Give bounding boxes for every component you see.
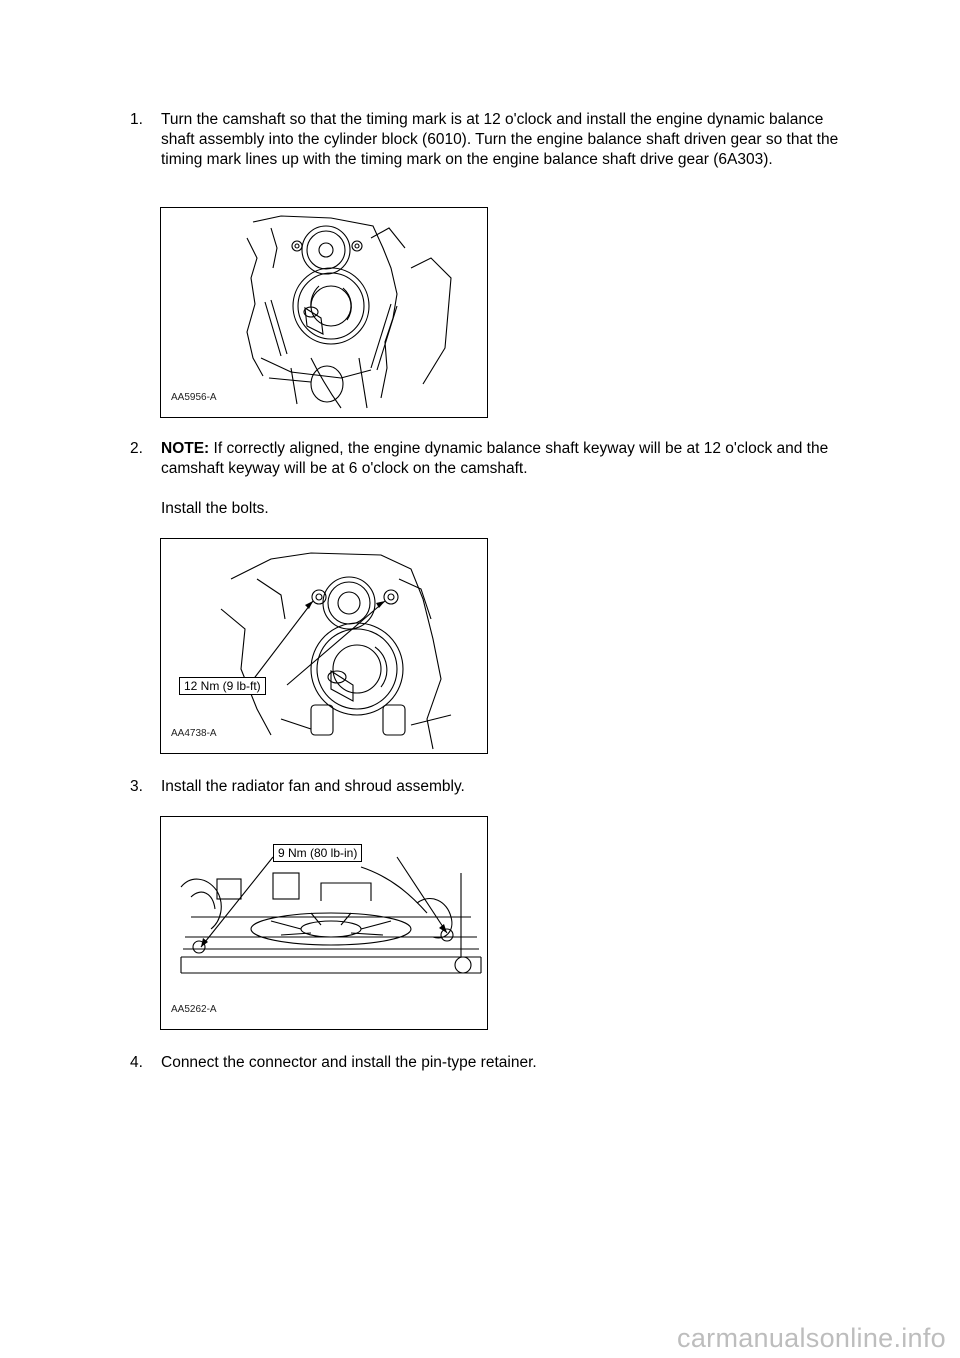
figure-balance-shaft-gears <box>160 207 488 418</box>
step-number: 2. <box>130 440 143 457</box>
figure-balance-shaft-bolts <box>160 538 488 754</box>
figure-label: AA5956-A <box>171 392 217 403</box>
note-label: NOTE: <box>161 440 210 457</box>
figure-radiator-fan-shroud <box>160 816 488 1030</box>
figure-label: AA4738-A <box>171 728 217 739</box>
step-text: Install the radiator fan and shroud assembly. <box>161 778 465 795</box>
torque-callout: 12 Nm (9 lb-ft) <box>179 677 266 695</box>
step-4 <box>130 1053 850 1073</box>
step-number: 1. <box>130 111 143 128</box>
torque-callout: 9 Nm (80 lb-in) <box>273 844 362 862</box>
note-text: If correctly aligned, the engine dynamic balance shaft keyway will be at 12 o'clock and the camshaft keyway will be at 6 o'clock on the camshaft. <box>161 440 829 477</box>
step-text: Connect the connector and install the pin-type retainer. <box>161 1054 537 1071</box>
balance-shaft-illustration <box>161 208 487 417</box>
bolts-illustration <box>161 539 487 753</box>
step-number: 4. <box>130 1054 143 1071</box>
step-2 <box>130 439 850 519</box>
step-number: 3. <box>130 778 143 795</box>
step-text: Install the bolts. <box>161 500 269 517</box>
step-text: Turn the camshaft so that the timing mark is at 12 o'clock and install the engine dynamic balance shaft assembly into the cylinder block (6010). Turn the engine balance shaft driven gear so that the timing mark lines up with the timing mark on the engine balance shaft drive gear (6A303). <box>161 111 839 168</box>
watermark: carmanualsonline.info <box>677 1323 946 1353</box>
note-paragraph <box>161 439 850 479</box>
step-1 <box>130 110 850 170</box>
figure-label: AA5262-A <box>171 1004 217 1015</box>
step-3 <box>130 777 850 797</box>
